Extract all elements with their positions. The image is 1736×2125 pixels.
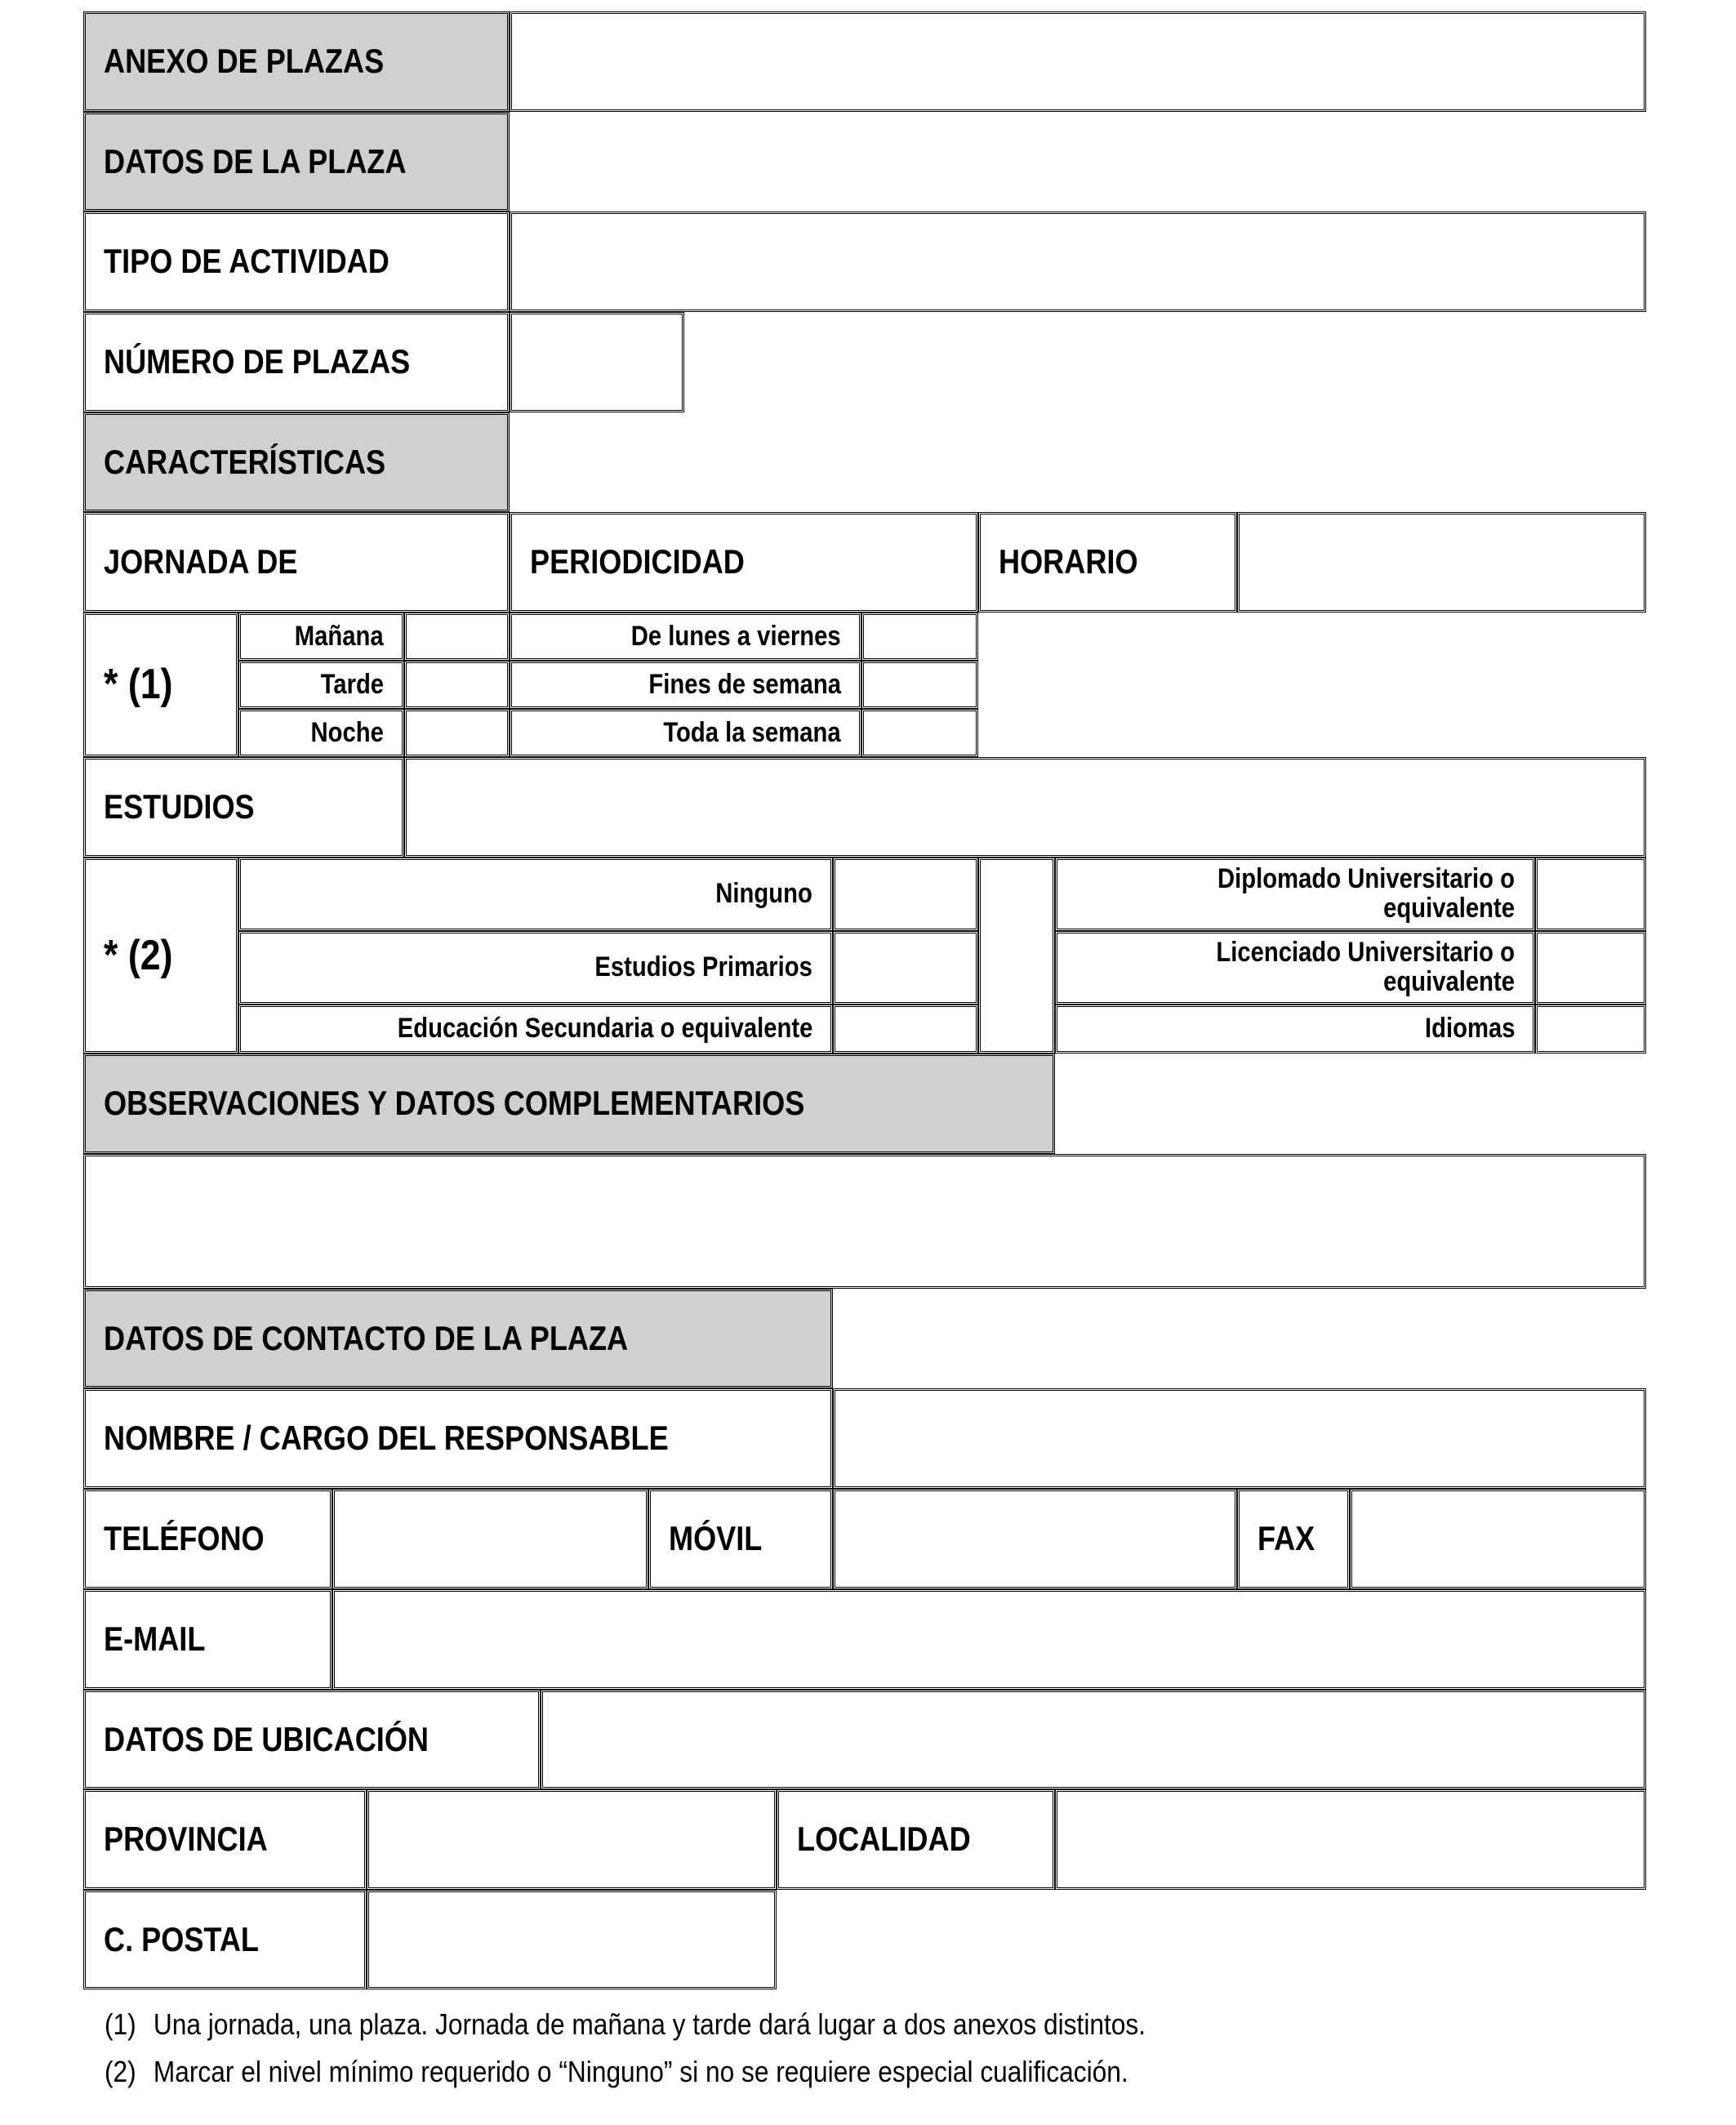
estudio-licenciado-text: Licenciado Universitario o equivalente (1216, 937, 1515, 997)
estudio-ninguno-text: Ninguno (715, 878, 812, 910)
ubicacion-field[interactable] (541, 1690, 1646, 1789)
turno-tarde-label (238, 661, 404, 709)
estudio-primarios-checkbox[interactable] (833, 931, 978, 1005)
anexo-field[interactable] (510, 11, 1646, 112)
telefono-text: TELÉFONO (104, 1519, 265, 1558)
tipo-actividad-field[interactable] (510, 212, 1646, 312)
estudio-diplomado-text: Diplomado Universitario o equivalente (1217, 863, 1515, 924)
localidad-field[interactable] (1055, 1789, 1646, 1890)
jornada-note-marker (83, 613, 238, 757)
ubicacion-text: DATOS DE UBICACIÓN (104, 1719, 430, 1758)
jornada-label (83, 512, 510, 613)
section-datos-plaza-label: DATOS DE LA PLAZA (104, 141, 407, 180)
footnote-1-number: (1) (105, 2007, 136, 2041)
turno-manana-text: Mañana (295, 620, 384, 652)
periodo-lunes-viernes-checkbox[interactable] (861, 613, 978, 661)
fax-label (1237, 1489, 1350, 1589)
numero-plazas-field[interactable] (510, 312, 684, 412)
section-contacto-label: DATOS DE CONTACTO DE LA PLAZA (104, 1318, 629, 1357)
estudio-secundaria-checkbox[interactable] (833, 1005, 978, 1054)
estudio-ninguno-checkbox[interactable] (833, 858, 978, 931)
turno-tarde-text: Tarde (320, 668, 384, 700)
estudio-diplomado-label (1055, 858, 1535, 931)
localidad-label (777, 1789, 1055, 1890)
turno-manana-label (238, 613, 404, 661)
estudio-idiomas-label (1055, 1005, 1535, 1054)
estudio-licenciado-label (1055, 931, 1535, 1005)
postal-text: C. POSTAL (104, 1919, 259, 1958)
estudios-note-marker (83, 858, 238, 1054)
estudios-label (83, 757, 404, 858)
movil-label (648, 1489, 833, 1589)
periodo-lunes-viernes-text: De lunes a viernes (631, 620, 841, 652)
footnote-2-number: (2) (105, 2055, 136, 2088)
periodo-fines-semana-label (510, 661, 861, 709)
numero-plazas-text: NÚMERO DE PLAZAS (104, 342, 411, 381)
marker-2-text: * (2) (104, 931, 173, 979)
provincia-text: PROVINCIA (104, 1820, 268, 1859)
responsable-label (83, 1388, 833, 1489)
section-datos-de-la-plaza (83, 112, 510, 212)
movil-field[interactable] (833, 1489, 1237, 1589)
turno-tarde-checkbox[interactable] (404, 661, 510, 709)
turno-noche-label (238, 709, 404, 757)
section-contacto (83, 1289, 833, 1388)
responsable-field[interactable] (833, 1388, 1646, 1489)
horario-text: HORARIO (999, 542, 1138, 581)
footnote-2 (105, 2055, 1128, 2089)
tipo-actividad-label (83, 212, 510, 312)
provincia-field[interactable] (367, 1789, 777, 1890)
estudio-secundaria-text: Educación Secundaria o equivalente (397, 1013, 812, 1045)
estudio-primarios-text: Estudios Primarios (594, 951, 812, 983)
responsable-text: NOMBRE / CARGO DEL RESPONSABLE (104, 1419, 669, 1458)
movil-text: MÓVIL (669, 1519, 763, 1558)
fax-text: FAX (1257, 1519, 1315, 1558)
footnote-1-text: Una jornada, una plaza. Jornada de mañana y tarde dará lugar a dos anexos distintos. (153, 2007, 1146, 2041)
email-field[interactable] (332, 1589, 1646, 1690)
email-label (83, 1589, 332, 1690)
periodicidad-label (510, 512, 978, 613)
periodo-fines-semana-checkbox[interactable] (861, 661, 978, 709)
horario-field[interactable] (1237, 512, 1646, 613)
postal-label (83, 1890, 367, 1989)
postal-field[interactable] (367, 1890, 777, 1989)
section-caracteristicas (83, 412, 510, 512)
periodo-lunes-viernes-label (510, 613, 861, 661)
section-anexo-label: ANEXO DE PLAZAS (104, 42, 385, 81)
section-caracteristicas-label: CARACTERÍSTICAS (104, 442, 386, 481)
fax-field[interactable] (1350, 1489, 1646, 1589)
section-observaciones-label: OBSERVACIONES Y DATOS COMPLEMENTARIOS (104, 1084, 805, 1123)
jornada-text: JORNADA DE (104, 542, 298, 581)
periodo-toda-semana-checkbox[interactable] (861, 709, 978, 757)
estudios-field[interactable] (404, 757, 1646, 858)
estudio-secundaria-label (238, 1005, 833, 1054)
turno-noche-checkbox[interactable] (404, 709, 510, 757)
periodo-toda-semana-label (510, 709, 861, 757)
footnote-1 (105, 2007, 1146, 2042)
turno-noche-text: Noche (310, 716, 384, 748)
localidad-text: LOCALIDAD (797, 1820, 971, 1859)
periodicidad-text: PERIODICIDAD (530, 542, 745, 581)
turno-manana-checkbox[interactable] (404, 613, 510, 661)
estudio-ninguno-label (238, 858, 833, 931)
numero-plazas-label (83, 312, 510, 412)
estudio-idiomas-checkbox[interactable] (1535, 1005, 1646, 1054)
estudio-diplomado-checkbox[interactable] (1535, 858, 1646, 931)
telefono-field[interactable] (332, 1489, 648, 1589)
marker-1-text: * (1) (104, 661, 173, 709)
tipo-actividad-text: TIPO DE ACTIVIDAD (104, 242, 389, 281)
estudio-licenciado-checkbox[interactable] (1535, 931, 1646, 1005)
estudio-primarios-label (238, 931, 833, 1005)
horario-label (978, 512, 1237, 613)
provincia-label (83, 1789, 367, 1890)
periodo-toda-semana-text: Toda la semana (663, 716, 841, 748)
section-observaciones (83, 1054, 1055, 1154)
email-text: E-MAIL (104, 1619, 206, 1659)
observaciones-field[interactable] (83, 1154, 1646, 1289)
estudios-spacer (978, 858, 1055, 1054)
telefono-label (83, 1489, 332, 1589)
estudios-text: ESTUDIOS (104, 787, 255, 826)
section-anexo-de-plazas (83, 11, 510, 112)
periodo-fines-semana-text: Fines de semana (648, 668, 841, 700)
estudio-idiomas-text: Idiomas (1424, 1013, 1515, 1045)
footnote-2-text: Marcar el nivel mínimo requerido o “Ninguno” si no se requiere especial cualificación. (153, 2055, 1128, 2088)
ubicacion-label (83, 1690, 541, 1789)
